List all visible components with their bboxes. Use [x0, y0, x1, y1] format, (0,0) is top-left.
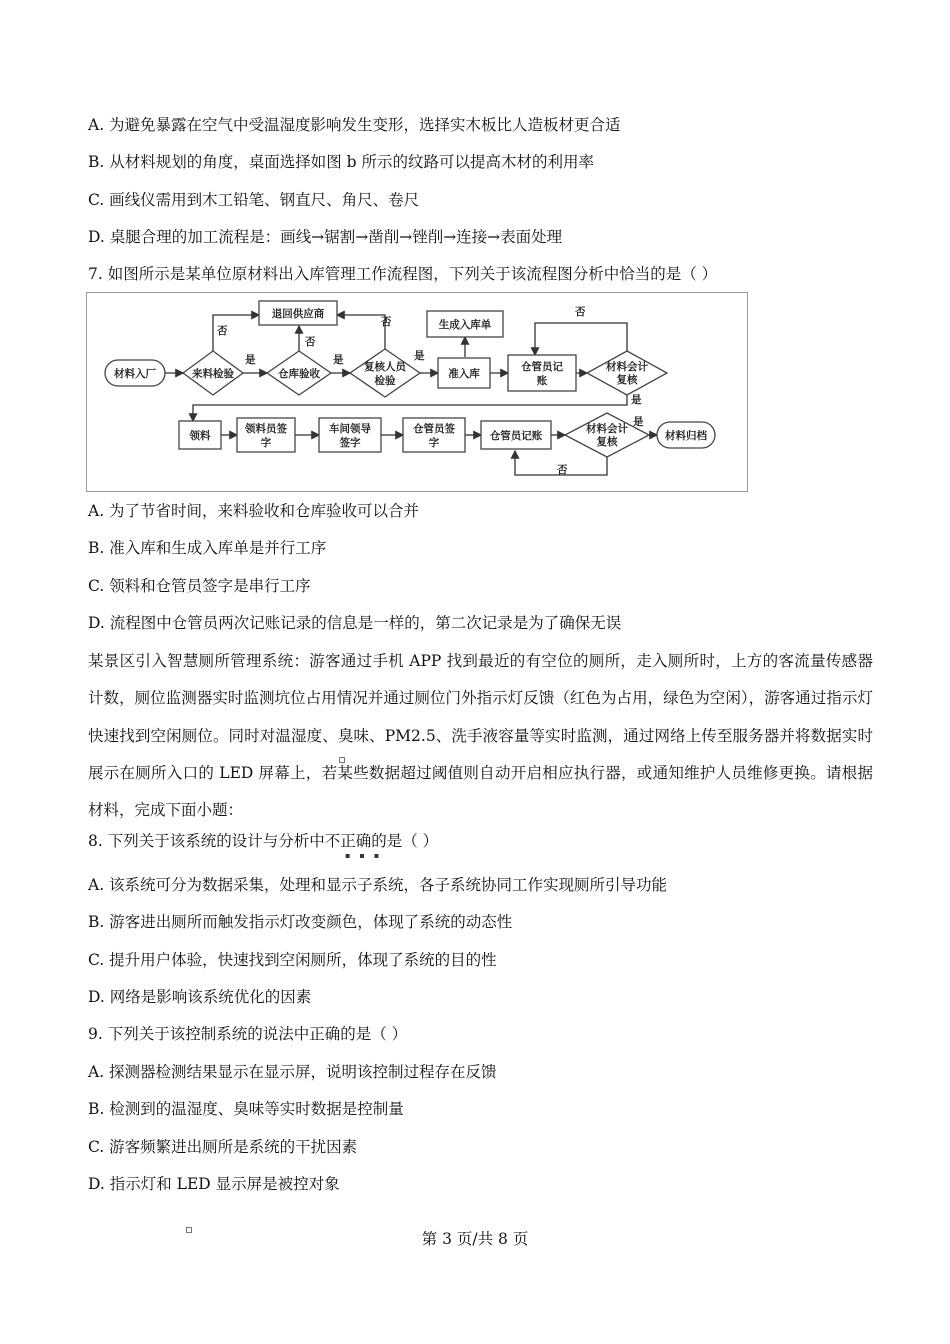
- flow-text-sign2b: 签字: [339, 437, 361, 449]
- flow-label-yes-1: 是: [245, 354, 256, 366]
- flow-text-check2: 仓库验收: [278, 368, 320, 380]
- q8-option-d: D. 网络是影响该系统优化的因素: [88, 988, 312, 1006]
- q7-stem: 7. 如图所示是某单位原材料出入库管理工作流程图，下列关于该流程图分析中恰当的是（ ）: [88, 265, 718, 283]
- flow-text-sign3b: 字: [428, 437, 440, 449]
- flow-text-rec1a: 仓管员记: [521, 361, 563, 373]
- flow-text-acct1b: 复核: [616, 374, 638, 386]
- q8-stem: 8. 下列关于该系统的设计与分析中不正确的是（ ）: [88, 832, 439, 850]
- q8-option-b: B. 游客进出厕所而触发指示灯改变颜色，体现了系统的动态性: [88, 913, 513, 931]
- scan-mark: [339, 757, 345, 763]
- q6-option-a: A. 为避免暴露在空气中受温湿度影响发生变形，选择实木板比人造板材更合适: [88, 116, 621, 134]
- flow-label-yes-5: 是: [633, 416, 644, 428]
- flow-label-no-2: 否: [305, 336, 316, 348]
- q7-option-a: A. 为了节省时间，来料验收和仓库验收可以合并: [88, 502, 420, 520]
- flow-text-acct1a: 材料会计: [606, 361, 648, 373]
- flow-text-pick: 领料: [189, 430, 211, 442]
- flow-label-yes-3: 是: [414, 350, 425, 362]
- material-paragraph: 某景区引入智慧厕所管理系统：游客通过手机 APP 找到最近的有空位的厕所，走入厕所时，上方的客流量传感器计数，厕位监测器实时监测坑位占用情况并通过厕位门外指示灯反馈（红色为占用，绿色为空闲），游客通过指示灯快速找到空闲厕位。同时对温湿度、臭味、PM2.5、洗手液容量等实时监测，通过网络上传至服务器并将数据实时展示在厕所入口的 LED 屏幕上，若某些数据超过阈值则自动开启相应执行器，或通知维护人员维修更换。请根据材料，完成下面小题：: [88, 652, 873, 820]
- q7-option-b: B. 准入库和生成入库单是并行工序: [88, 539, 327, 557]
- flow-label-no-5: 否: [557, 464, 568, 476]
- flow-label-yes-2: 是: [333, 354, 344, 366]
- q9-option-c: C. 游客频繁进出厕所是系统的干扰因素: [88, 1138, 358, 1156]
- q9-option-a: A. 探测器检测结果显示在显示屏，说明该控制过程存在反馈: [88, 1063, 497, 1081]
- flow-text-sign1a: 领料员签: [245, 423, 287, 435]
- emphasis-dots: ▪▪▪: [345, 851, 389, 860]
- flow-text-return: 退回供应商: [271, 308, 325, 320]
- flow-label-no-1: 否: [217, 325, 228, 337]
- flow-text-sign3a: 仓管员签: [413, 423, 455, 435]
- flow-text-gen: 生成入库单: [438, 319, 492, 331]
- flow-text-sign2a: 车间领导: [329, 423, 371, 435]
- flow-label-no-3: 否: [381, 316, 392, 328]
- flow-diamond-review: [350, 349, 420, 397]
- q9-option-b: B. 检测到的温湿度、臭味等实时数据是控制量: [88, 1100, 404, 1118]
- flow-text-review2: 检验: [374, 375, 396, 387]
- q8-option-c: C. 提升用户体验，快速找到空闲厕所，体现了系统的目的性: [88, 951, 497, 969]
- flow-text-admit: 准入库: [448, 368, 480, 380]
- q9-option-d: D. 指示灯和 LED 显示屏是被控对象: [88, 1175, 340, 1193]
- flow-label-yes-4: 是: [631, 394, 642, 406]
- q6-option-b: B. 从材料规划的角度，桌面选择如图 b 所示的纹路可以提高木材的利用率: [88, 153, 595, 171]
- page-footer: 第 3 页/共 8 页: [421, 1230, 529, 1248]
- flow-text-acct2b: 复核: [596, 436, 618, 448]
- flow-diamond-acct1: [587, 351, 667, 395]
- q9-stem: 9. 下列关于该控制系统的说法中正确的是（ ）: [88, 1025, 408, 1043]
- flow-text-review1: 复核人员: [364, 361, 406, 373]
- flow-text-rec2: 仓管员记账: [489, 430, 543, 442]
- q7-option-d: D. 流程图中仓管员两次记账记录的信息是一样的，第二次记录是为了确保无误: [88, 614, 622, 632]
- flow-text-archive: 材料归档: [665, 430, 707, 442]
- flow-text-sign1b: 字: [260, 437, 272, 449]
- q6-option-d: D. 桌腿合理的加工流程是：画线→锯割→凿削→锉削→连接→表面处理: [88, 228, 563, 246]
- flow-label-no-4: 否: [575, 306, 586, 318]
- q7-option-c: C. 领料和仓管员签字是串行工序: [88, 577, 311, 595]
- flow-text-check1: 来料检验: [192, 368, 234, 380]
- flow-text-rec1b: 账: [536, 375, 548, 387]
- q6-option-c: C. 画线仪需用到木工铅笔、钢直尺、角尺、卷尺: [88, 191, 420, 209]
- flowchart: [86, 292, 748, 492]
- flow-text-acct2a: 材料会计: [586, 423, 628, 435]
- flow-text-start: 材料入厂: [114, 368, 156, 380]
- q8-option-a: A. 该系统可分为数据采集，处理和显示子系统，各子系统协同工作实现厕所引导功能: [88, 876, 668, 894]
